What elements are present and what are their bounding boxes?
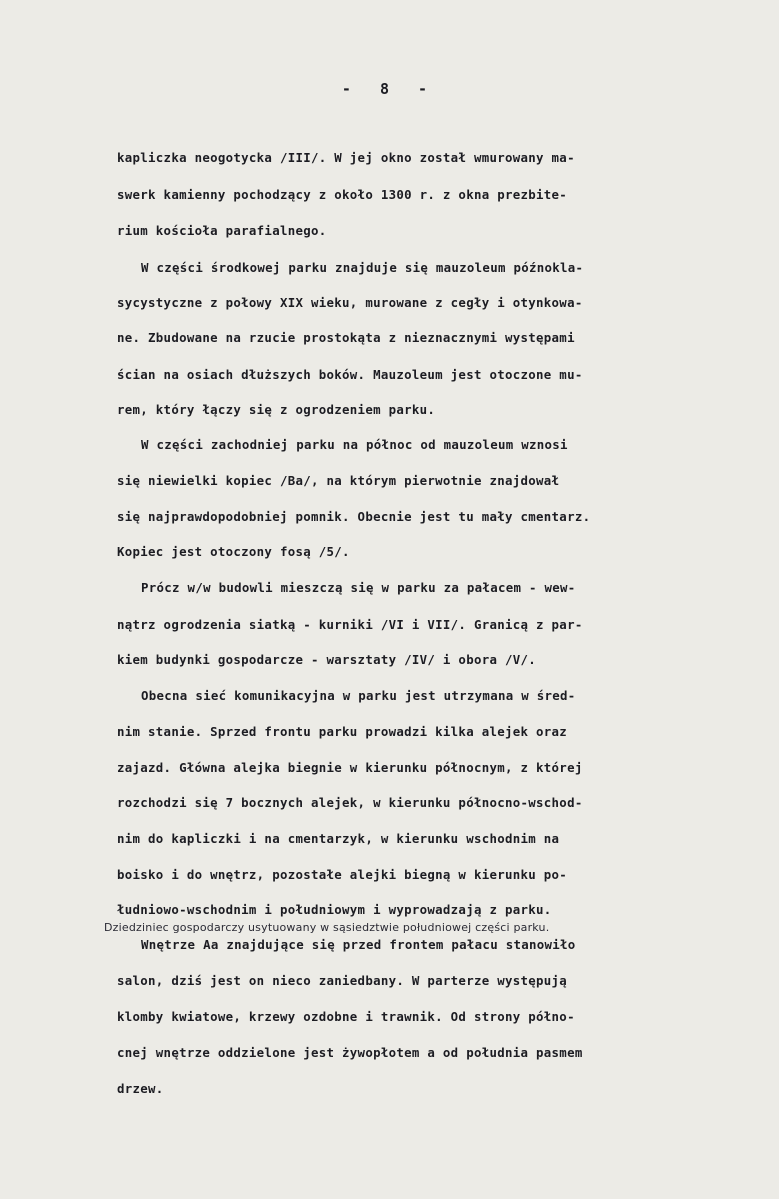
text-line: nim stanie. Sprzed frontu parku prowadzi kilka alejek oraz bbox=[117, 724, 568, 739]
text-line: Kopiec jest otoczony fosą /5/. bbox=[117, 544, 350, 559]
text-line: sycystyczne z połowy XIX wieku, murowane z cegły i otynkowa- bbox=[117, 295, 583, 310]
page-number: - 8 - bbox=[341, 80, 438, 98]
text-line: się niewielki kopiec /Ba/, na którym pierwotnie znajdował bbox=[117, 473, 560, 488]
text-line: rium kościoła parafialnego. bbox=[117, 223, 327, 238]
text-line: ścian na osiach dłuższych boków. Mauzoleum jest otoczone mu- bbox=[117, 367, 583, 382]
text-line: nim do kapliczki i na cmentarzyk, w kierunku wschodnim na bbox=[117, 831, 560, 846]
text-line: W części zachodniej parku na północ od mauzoleum wznosi bbox=[141, 437, 568, 452]
handwritten-note: Dziedziniec gospodarczy usytuowany w sąsiedztwie południowej części parku. bbox=[104, 921, 550, 934]
text-line: się najprawdopodobniej pomnik. Obecnie jest tu mały cmentarz. bbox=[117, 509, 591, 524]
text-line: drzew. bbox=[117, 1081, 164, 1096]
text-line: boisko i do wnętrz, pozostałe alejki biegną w kierunku po- bbox=[117, 867, 568, 882]
text-line: cnej wnętrze oddzielone jest żywopłotem a od południa pasmem bbox=[117, 1045, 583, 1060]
text-line: W części środkowej parku znajduje się mauzoleum późnokla- bbox=[141, 260, 584, 275]
text-line: zajazd. Główna alejka biegnie w kierunku północnym, z której bbox=[117, 760, 583, 775]
text-line: Obecna sieć komunikacyjna w parku jest utrzymana w śred- bbox=[141, 688, 576, 703]
text-line: ne. Zbudowane na rzucie prostokąta z nieznacznymi występami bbox=[117, 330, 575, 345]
text-line: kiem budynki gospodarcze - warsztaty /IV/ i obora /V/. bbox=[117, 652, 537, 667]
text-line: Prócz w/w budowli mieszczą się w parku za pałacem - wew- bbox=[141, 580, 576, 595]
text-line: klomby kwiatowe, krzewy ozdobne i trawnik. Od strony półno- bbox=[117, 1009, 575, 1024]
text-line: łudniowo-wschodnim i południowym i wyprowadzają z parku. bbox=[117, 902, 552, 917]
text-line: rozchodzi się 7 bocznych alejek, w kierunku północno-wschod- bbox=[117, 795, 583, 810]
text-line: Wnętrze Aa znajdujące się przed frontem pałacu stanowiło bbox=[141, 937, 576, 952]
text-line: kapliczka neogotycka /III/. W jej okno został wmurowany ma- bbox=[117, 150, 575, 165]
text-line: rem, który łączy się z ogrodzeniem parku. bbox=[117, 402, 436, 417]
text-line: salon, dziś jest on nieco zaniedbany. W parterze występują bbox=[117, 973, 568, 988]
text-line: nątrz ogrodzenia siatką - kurniki /VI i VII/. Granicą z par- bbox=[117, 617, 583, 632]
text-line: swerk kamienny pochodzący z około 1300 r. z okna prezbite- bbox=[117, 187, 568, 202]
